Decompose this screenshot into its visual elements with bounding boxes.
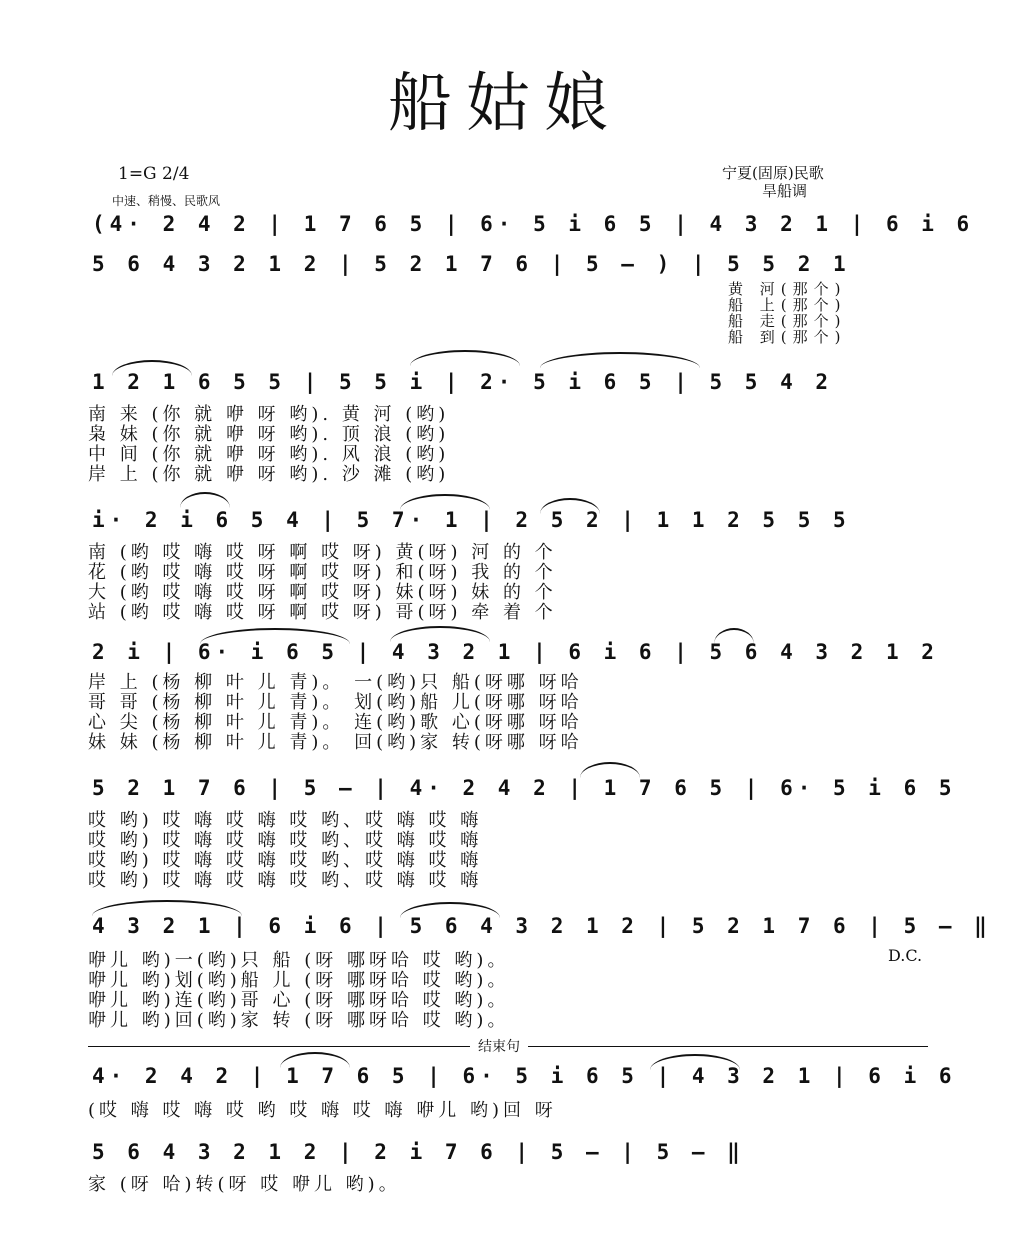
- staff-9-lyric-1: 家 (呀 哈)转(呀 哎 咿儿 哟)。: [88, 1174, 401, 1195]
- staff-5-lyric-2: 哥 哥 (杨 柳 叶 儿 青)。 划(哟)船 儿(呀哪 呀哈: [88, 692, 583, 713]
- staff-3-lyric-4: 岸 上 (你 就 咿 呀 哟). 沙 滩 (哟): [88, 464, 450, 485]
- staff-4-notes: i· 2 i 6 5 4 | 5 7· 1 | 2 5 2 | 1 1 2 5 5 5: [92, 508, 851, 532]
- staff-8: [0, 1064, 1010, 1100]
- tune-name: 旱船调: [762, 182, 808, 200]
- staff-7-lyric-1: 咿儿 哟)一(哟)只 船 (呀 哪呀哈 哎 哟)。: [88, 950, 510, 971]
- staff-8-lyric-1: (哎 嗨 哎 嗨 哎 哟 哎 嗨 哎 嗨 咿儿 哟)回 呀: [88, 1100, 557, 1121]
- staff-2-lyric-4: 船 到(那个): [728, 328, 847, 346]
- staff-9-notes: 5 6 4 3 2 1 2 | 2 i 7 6 | 5 — | 5 — ‖: [92, 1140, 745, 1164]
- staff-3-lyric-3: 中 间 (你 就 咿 呀 哟). 风 浪 (哟): [88, 444, 450, 465]
- key-signature: 1=G 2/4: [118, 164, 190, 184]
- staff-4-lyric-2: 花 (哟 哎 嗨 哎 呀 啊 哎 呀) 和(呀) 我 的 个: [88, 562, 557, 583]
- tempo-marking: 中速、稍慢、民歌风: [112, 194, 221, 208]
- staff-5-lyric-1: 岸 上 (杨 柳 叶 儿 青)。 一(哟)只 船(呀哪 呀哈: [88, 672, 583, 693]
- staff-5-notes: 2 i | 6· i 6 5 | 4 3 2 1 | 6 i 6 | 5 6 4 3 2 1 2: [92, 640, 939, 664]
- staff-6-lyric-2: 哎 哟) 哎 嗨 哎 嗨 哎 哟、哎 嗨 哎 嗨: [88, 830, 483, 851]
- ending-label: 结束句: [470, 1036, 528, 1056]
- staff-4-lyric-4: 站 (哟 哎 嗨 哎 呀 啊 哎 呀) 哥(呀) 牵 着 个: [88, 602, 557, 623]
- staff-6-lyric-4: 哎 哟) 哎 嗨 哎 嗨 哎 哟、哎 嗨 哎 嗨: [88, 870, 483, 891]
- staff-3-notes: 1 2 1 6 5 5 | 5 5 i | 2· 5 i 6 5 | 5 5 4 2: [92, 370, 834, 394]
- staff-3-lyric-1: 南 来 (你 就 咿 呀 哟). 黄 河 (哟): [88, 404, 450, 425]
- dc-marking: D.C.: [888, 946, 923, 965]
- staff-1: [0, 212, 1010, 248]
- staff-4-lyric-1: 南 (哟 哎 嗨 哎 呀 啊 哎 呀) 黄(呀) 河 的 个: [88, 542, 557, 563]
- staff-7-notes: 4 3 2 1 | 6 i 6 | 5 6 4 3 2 1 2 | 5 2 1 7 6 | 5 — ‖: [92, 914, 992, 938]
- staff-6-lyric-1: 哎 哟) 哎 嗨 哎 嗨 哎 哟、哎 嗨 哎 嗨: [88, 810, 483, 831]
- staff-7-lyric-2: 咿儿 哟)划(哟)船 儿 (呀 哪呀哈 哎 哟)。: [88, 970, 510, 991]
- staff-7-lyric-4: 咿儿 哟)回(哟)家 转 (呀 哪呀哈 哎 哟)。: [88, 1010, 510, 1031]
- staff-5-lyric-4: 妹 妹 (杨 柳 叶 儿 青)。 回(哟)家 转(呀哪 呀哈: [88, 732, 583, 753]
- song-origin: 宁夏(固原)民歌: [722, 164, 824, 182]
- staff-8-notes: 4· 2 4 2 | 1 7 6 5 | 6· 5 i 6 5 | 4 3 2 1 | 6 i 6: [92, 1064, 957, 1088]
- staff-2-lyric-2: 船 上(那个): [728, 296, 847, 314]
- staff-6-lyric-3: 哎 哟) 哎 嗨 哎 嗨 哎 哟、哎 嗨 哎 嗨: [88, 850, 483, 871]
- staff-2-notes: 5 6 4 3 2 1 2 | 5 2 1 7 6 | 5 — ) | 5 5 2 1: [92, 252, 851, 276]
- staff-5-lyric-3: 心 尖 (杨 柳 叶 儿 青)。 连(哟)歌 心(呀哪 呀哈: [88, 712, 583, 733]
- staff-3-lyric-2: 枭 妹 (你 就 咿 呀 哟). 顶 浪 (哟): [88, 424, 450, 445]
- slur: [540, 352, 700, 368]
- staff-2: [0, 252, 1010, 288]
- staff-1-notes: (4· 2 4 2 | 1 7 6 5 | 6· 5 i 6 5 | 4 3 2 1 | 6 i 6: [92, 212, 975, 236]
- staff-4-lyric-3: 大 (哟 哎 嗨 哎 呀 啊 哎 呀) 妹(呀) 妹 的 个: [88, 582, 557, 603]
- slur: [180, 492, 230, 508]
- staff-2-lyric-1: 黄 河(那个): [728, 280, 847, 298]
- slur: [410, 350, 520, 366]
- staff-6-notes: 5 2 1 7 6 | 5 — | 4· 2 4 2 | 1 7 6 5 | 6· 5 i 6 5: [92, 776, 957, 800]
- song-title: 船姑娘: [388, 67, 622, 141]
- staff-7: [0, 914, 1010, 950]
- staff-2-lyric-3: 船 走(那个): [728, 312, 847, 330]
- staff-7-lyric-3: 咿儿 哟)连(哟)哥 心 (呀 哪呀哈 哎 哟)。: [88, 990, 510, 1011]
